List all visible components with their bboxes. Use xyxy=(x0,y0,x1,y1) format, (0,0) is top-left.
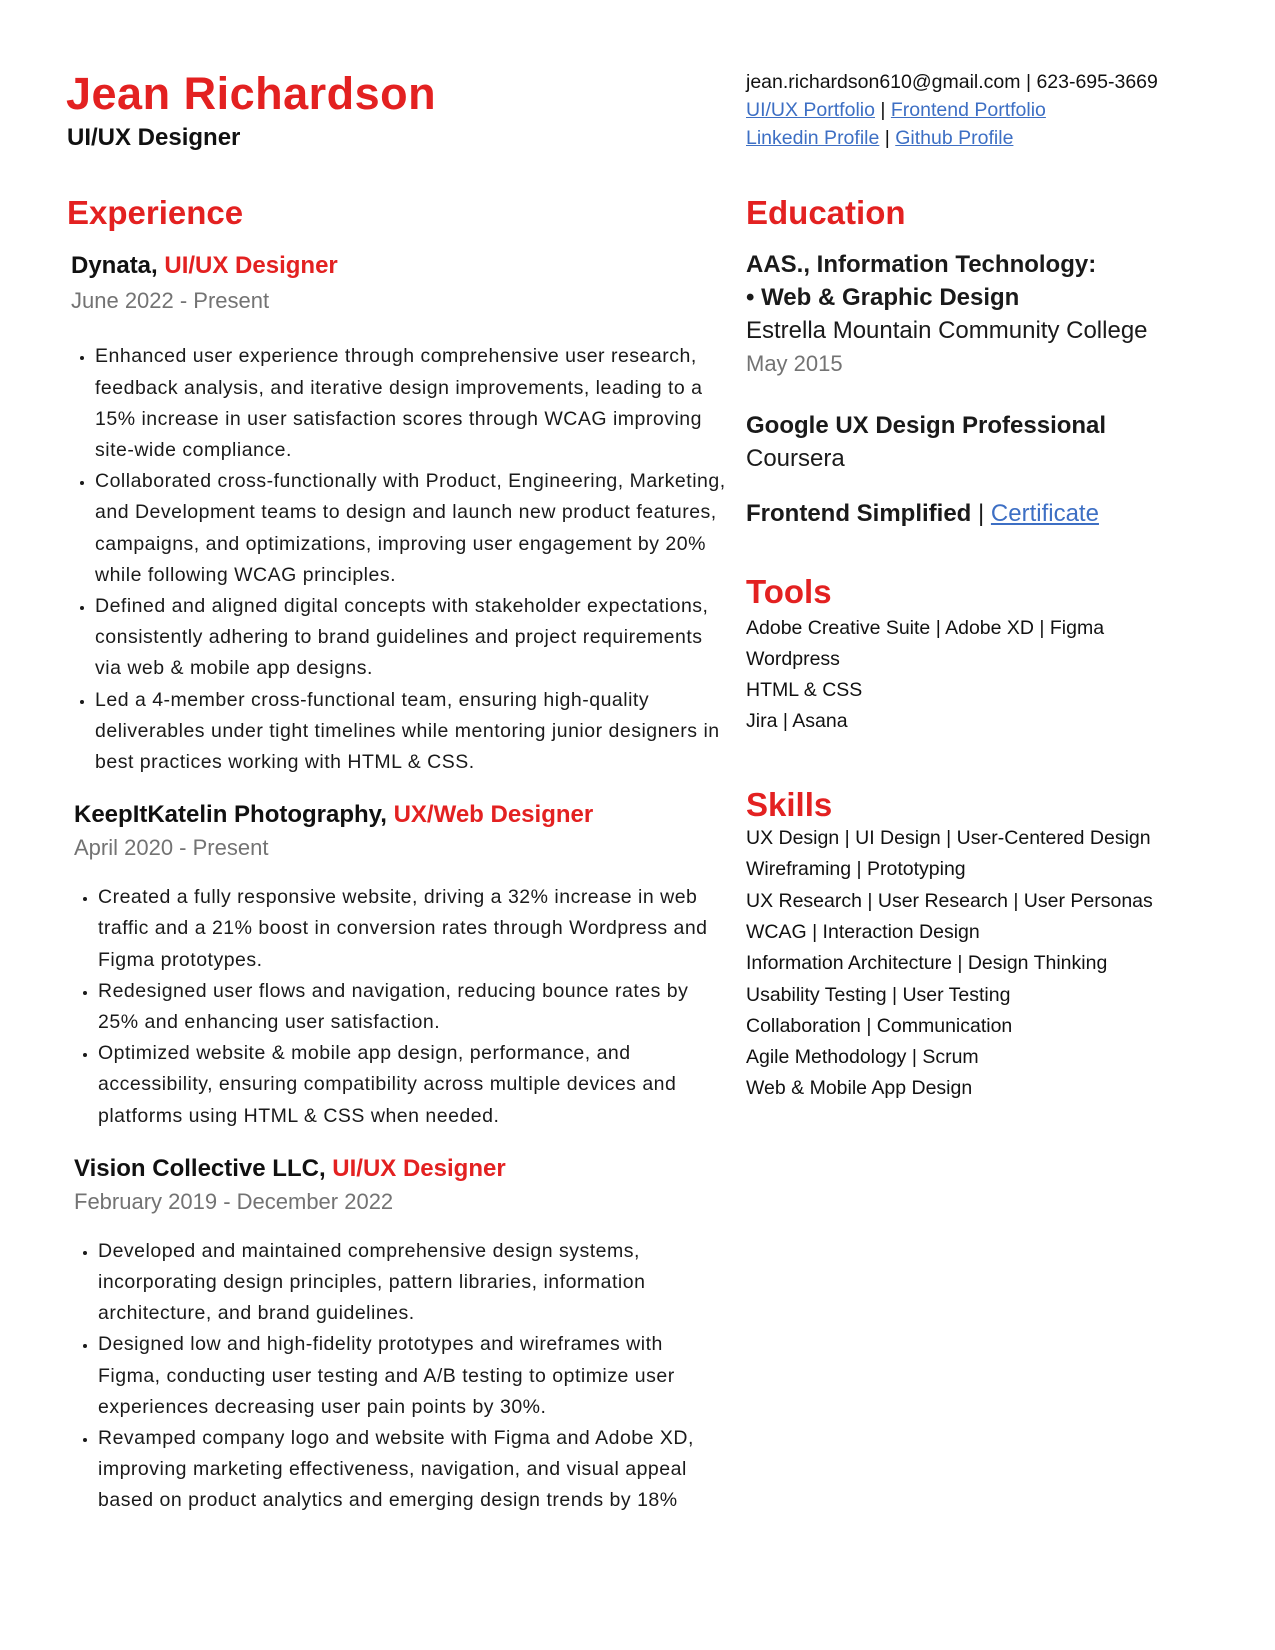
company-name: Dynata, xyxy=(71,252,158,280)
contact-line-portfolios xyxy=(746,96,1158,124)
separator: | xyxy=(884,127,890,149)
tools-item: Wordpress xyxy=(746,647,840,670)
company-name: Vision Collective LLC, xyxy=(74,1154,326,1182)
bullet-item: • Revamped company logo and website with Figma and Adobe XD, improving marketing effectiveness, navigation, and visual appeal based on product analytics and emerging design trends by 18% xyxy=(98,1423,727,1517)
tools-item: Jira | Asana xyxy=(746,710,848,733)
job-title-line xyxy=(74,800,727,830)
bullet-item: • Enhanced user experience through comprehensive user research, feedback analysis, and iterative design improvements, leading to a 15% increase in user satisfaction scores through WCAG improving site-wide compliance. xyxy=(95,341,727,466)
certification-line xyxy=(746,497,1226,530)
job-entry xyxy=(74,1154,727,1517)
skills-item: Information Architecture | Design Thinking xyxy=(746,952,1108,975)
job-entry xyxy=(74,800,727,1132)
skills-list xyxy=(746,823,1226,1105)
github-link[interactable]: Github Profile xyxy=(895,127,1014,149)
experience-section xyxy=(67,195,727,1517)
skills-item: Wireframing | Prototyping xyxy=(746,858,966,881)
contact-line-profiles xyxy=(746,124,1158,152)
tools-heading: Tools xyxy=(746,573,832,611)
job-bullets xyxy=(74,1236,727,1517)
bullet-item: • Designed low and high-fidelity prototypes and wireframes with Figma, conducting user testing and A/B testing to optimize user experiences decreasing user pain points by 30%. xyxy=(98,1329,727,1423)
bullet-item: • Defined and aligned digital concepts with stakeholder expectations, consistently adhering to brand guidelines and project requirements via web & mobile app designs. xyxy=(95,591,727,685)
bullet-item: • Optimized website & mobile app design, performance, and accessibility, ensuring compatibility across multiple devices and platforms using HTML & CSS when needed. xyxy=(98,1038,727,1132)
job-entry xyxy=(71,251,727,778)
skills-section xyxy=(746,787,1226,1105)
tools-item: Adobe Creative Suite | Adobe XD | Figma xyxy=(746,616,1105,639)
contact-line-email-phone xyxy=(746,68,1158,96)
job-dates: February 2019 - December 2022 xyxy=(74,1188,394,1214)
bullet-item: • Led a 4-member cross-functional team, ensuring high-quality deliverables under tight timelines while mentoring junior designers in best practices working with HTML & CSS. xyxy=(95,685,727,779)
frontend-portfolio-link[interactable]: Frontend Portfolio xyxy=(890,99,1046,121)
certificate-link[interactable]: Certificate xyxy=(990,500,1099,528)
sidebar-column xyxy=(746,195,1226,1105)
job-dates: June 2022 - Present xyxy=(71,288,270,314)
education-heading: Education xyxy=(746,194,906,231)
skills-item: UX Research | User Research | User Personas xyxy=(746,889,1153,912)
job-bullets xyxy=(71,341,727,778)
separator: | xyxy=(880,99,886,121)
separator: | xyxy=(978,500,985,528)
skills-item: Web & Mobile App Design xyxy=(746,1077,973,1100)
skills-item: UX Design | UI Design | User-Centered Design xyxy=(746,827,1151,850)
bullet-item: • Collaborated cross-functionally with Product, Engineering, Marketing, and Development teams to design and launch new product features, campaigns, and optimizations, improving user engagement by 20% while following WCAG principles. xyxy=(95,466,727,591)
skills-heading: Skills xyxy=(746,785,833,823)
job-dates: April 2020 - Present xyxy=(74,835,269,861)
tools-section xyxy=(746,574,1226,737)
experience-heading: Experience xyxy=(67,194,244,231)
tools-item: HTML & CSS xyxy=(746,679,863,702)
job-position: UI/UX Designer xyxy=(164,252,338,280)
bullet-item: • Redesigned user flows and navigation, reducing bounce rates by 25% and enhancing user satisfaction. xyxy=(98,976,727,1038)
candidate-name: Jean Richardson xyxy=(66,68,437,119)
job-title-line xyxy=(74,1154,727,1184)
skills-item: Agile Methodology | Scrum xyxy=(746,1046,979,1069)
education-section xyxy=(746,195,1226,530)
separator: | xyxy=(1025,71,1032,93)
phone[interactable]: 623-695-3669 xyxy=(1036,71,1158,93)
job-position: UI/UX Designer xyxy=(332,1154,506,1182)
skills-item: Usability Testing | User Testing xyxy=(746,983,1011,1006)
certification-org: Coursera xyxy=(746,445,845,473)
school-name: Estrella Mountain Community College xyxy=(746,317,1148,345)
certification-name: Google UX Design Professional xyxy=(746,412,1107,440)
candidate-role: UI/UX Designer xyxy=(67,124,241,151)
uiux-portfolio-link[interactable]: UI/UX Portfolio xyxy=(746,99,875,121)
degree-title: AAS., Information Technology: xyxy=(746,251,1097,279)
degree-concentration: • Web & Graphic Design xyxy=(746,284,1020,312)
skills-item: WCAG | Interaction Design xyxy=(746,920,980,943)
contact-block xyxy=(746,68,1158,152)
skills-item: Collaboration | Communication xyxy=(746,1014,1013,1037)
company-name: KeepItKatelin Photography, xyxy=(74,801,387,829)
bullet-item: • Created a fully responsive website, driving a 32% increase in web traffic and a 21% boost in conversion rates through Wordpress and Figma prototypes. xyxy=(98,882,727,976)
job-bullets xyxy=(74,882,727,1132)
job-position: UX/Web Designer xyxy=(393,801,594,829)
job-title-line xyxy=(71,251,727,281)
certification-name: Frontend Simplified xyxy=(746,500,972,528)
email[interactable]: jean.richardson610@gmail.com xyxy=(746,71,1021,93)
bullet-item: • Developed and maintained comprehensive design systems, incorporating design principles, pattern libraries, information architecture, and brand guidelines. xyxy=(98,1236,727,1330)
tools-list xyxy=(746,613,1226,738)
linkedin-link[interactable]: Linkedin Profile xyxy=(746,127,880,149)
graduation-date: May 2015 xyxy=(746,351,843,377)
